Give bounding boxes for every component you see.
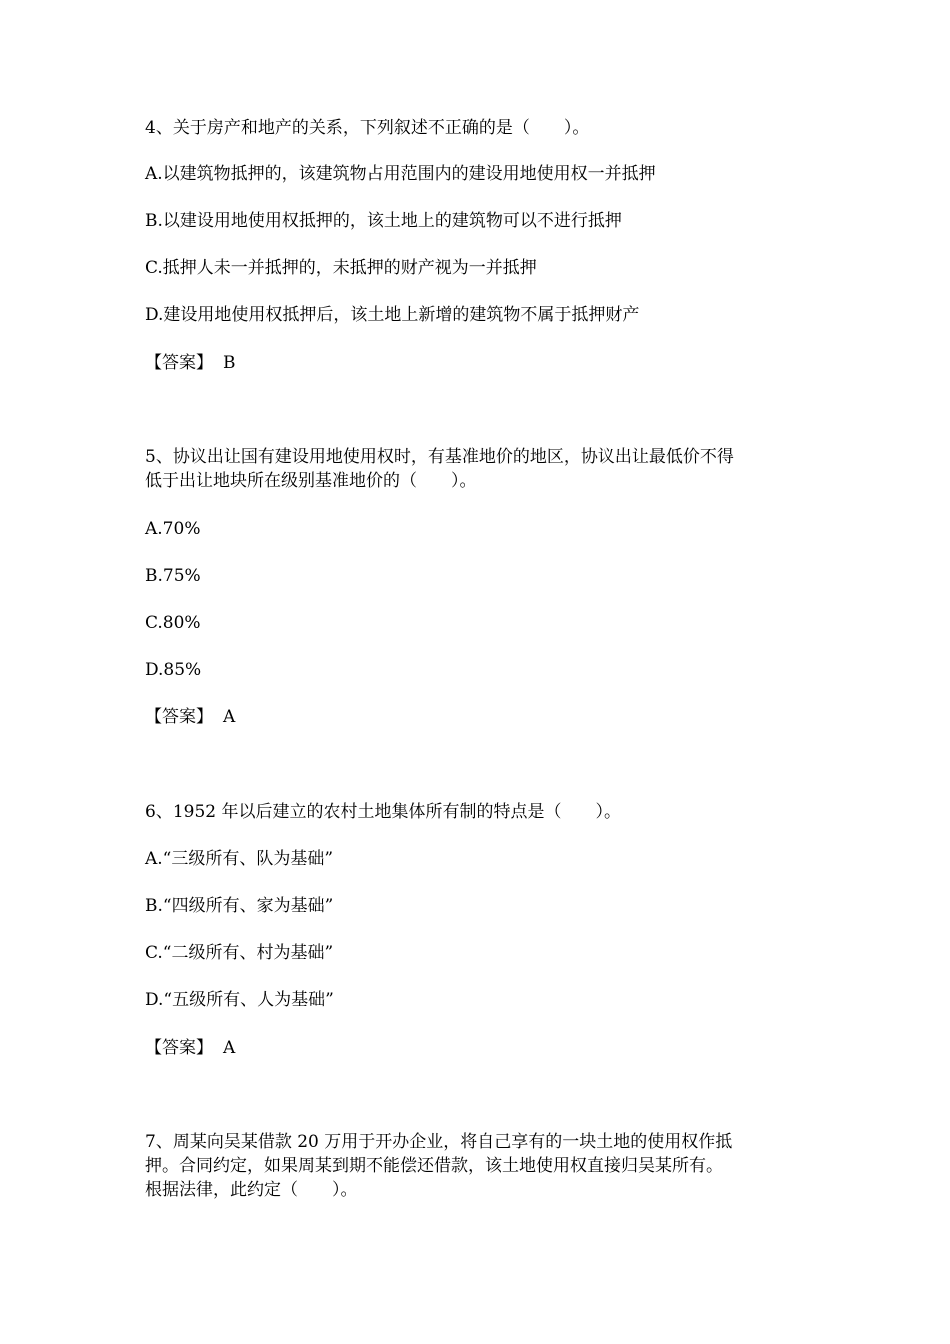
answer-value: A	[223, 1038, 236, 1058]
question-4-option-a: A.以建筑物抵押的，该建筑物占用范围内的建设用地使用权一并抵押	[145, 164, 656, 184]
question-5-stem-line-2: 低于出让地块所在级别基准地价的（ ）。	[145, 471, 477, 491]
question-5-option-c: C.80%	[145, 613, 201, 633]
question-7-stem-line-2: 押。合同约定，如果周某到期不能偿还借款，该土地使用权直接归吴某所有。	[145, 1156, 723, 1176]
question-6-stem: 6、1952 年以后建立的农村土地集体所有制的特点是（ ）。	[145, 802, 621, 822]
question-6-option-d: D.“五级所有、人为基础”	[145, 990, 334, 1010]
question-4-answer	[145, 351, 236, 375]
answer-value: A	[223, 707, 236, 727]
question-4-option-d: D.建设用地使用权抵押后，该土地上新增的建筑物不属于抵押财产	[145, 305, 640, 325]
question-6-option-a: A.“三级所有、队为基础”	[145, 849, 334, 869]
question-6-option-b: B.“四级所有、家为基础”	[145, 896, 334, 916]
question-5-answer	[145, 705, 235, 729]
question-7-stem-line-3: 根据法律，此约定（ ）。	[145, 1180, 358, 1200]
question-4-stem: 4、关于房产和地产的关系，下列叙述不正确的是（ ）。	[145, 118, 590, 138]
answer-label: 【答案】	[145, 1038, 213, 1058]
question-5-option-b: B.75%	[145, 566, 201, 586]
question-5-option-a: A.70%	[145, 519, 201, 539]
answer-label: 【答案】	[145, 707, 213, 727]
question-4-option-b: B.以建设用地使用权抵押的，该土地上的建筑物可以不进行抵押	[145, 211, 622, 231]
question-4-option-c: C.抵押人未一并抵押的，未抵押的财产视为一并抵押	[145, 258, 537, 278]
answer-label: 【答案】	[145, 353, 213, 373]
question-5-option-d: D.85%	[145, 660, 202, 680]
question-6-option-c: C.“二级所有、村为基础”	[145, 943, 334, 963]
question-7-stem-line-1: 7、周某向吴某借款 20 万用于开办企业，将自己享有的一块土地的使用权作抵	[145, 1132, 733, 1152]
question-5-stem-line-1: 5、协议出让国有建设用地使用权时，有基准地价的地区，协议出让最低价不得	[145, 447, 734, 467]
question-6-answer	[145, 1036, 235, 1060]
answer-value: B	[223, 353, 236, 373]
